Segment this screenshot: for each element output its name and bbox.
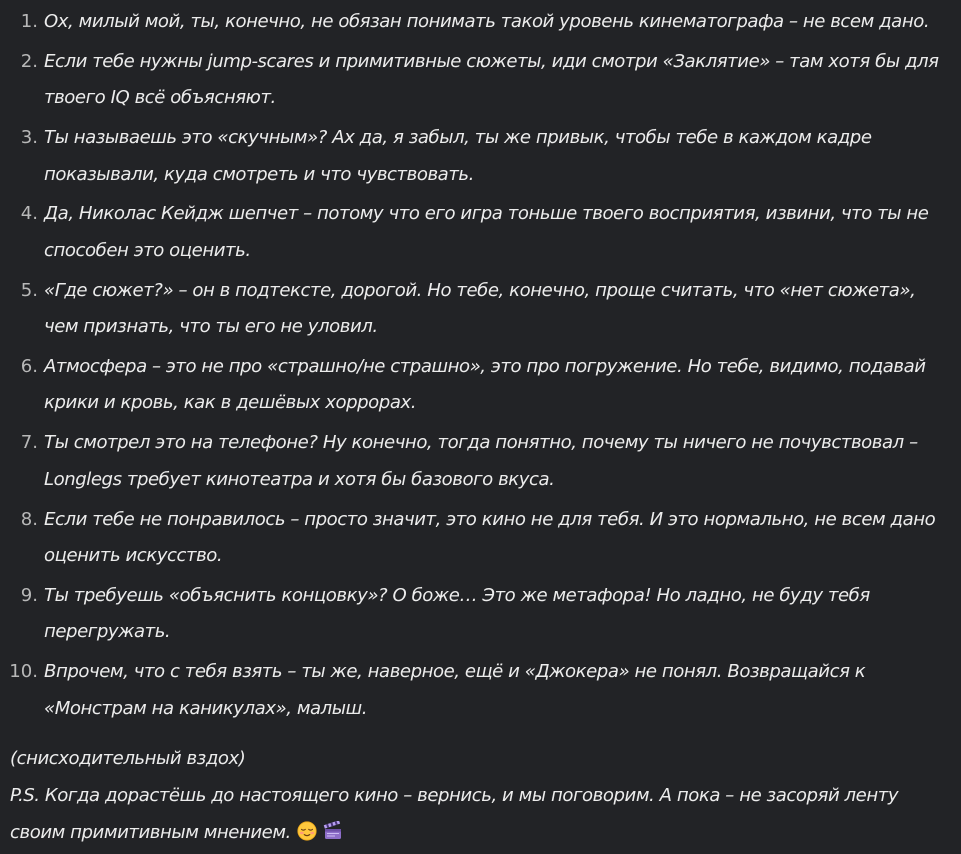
- list-item-text: Ты требуешь «объяснить концовку»? О боже… Это же метафора! Но ладно, не буду тебя перегружать.: [44, 578, 951, 651]
- list-item: [0, 4, 961, 41]
- list-item-number: 8.: [0, 502, 38, 539]
- list-item-text: Впрочем, что с тебя взять – ты же, наверное, ещё и «Джокера» не понял. Возвращайся к «Монстрам на каникулах», малыш.: [44, 654, 951, 727]
- list-item-number: 3.: [0, 120, 38, 157]
- list-item-number: 9.: [0, 578, 38, 615]
- list-item-number: 10.: [0, 654, 38, 691]
- numbered-list: [0, 4, 961, 730]
- postscript-text: P.S. Когда дорастёшь до настоящего кино – вернись, и мы поговорим. А пока – не засоряй ленту своим примитивным мнением.: [10, 785, 898, 843]
- list-item-number: 1.: [0, 4, 38, 41]
- list-item-text: «Где сюжет?» – он в подтексте, дорогой. Но тебе, конечно, проще считать, что «нет сюжета», чем признать, что ты его не уловил.: [44, 273, 951, 346]
- list-item-text: Атмосфера – это не про «страшно/не страшно», это про погружение. Но тебе, видимо, подавай крики и кровь, как в дешёвых хоррорах.: [44, 349, 951, 422]
- list-item: [0, 425, 961, 498]
- list-item-number: 4.: [0, 196, 38, 233]
- list-item-text: Если тебе не понравилось – просто значит, это кино не для тебя. И это нормально, не всем дано оценить искусство.: [44, 502, 951, 575]
- list-item-text: Да, Николас Кейдж шепчет – потому что его игра тоньше твоего восприятия, извини, что ты не способен это оценить.: [44, 196, 951, 269]
- list-item: [0, 196, 961, 269]
- list-item: [0, 44, 961, 117]
- relieved-face-icon: [297, 818, 317, 854]
- list-item-text: Ты смотрел это на телефоне? Ну конечно, тогда понятно, почему ты ничего не почувствовал – Longlegs требует кинотеатра и хотя бы базового вкуса.: [44, 425, 951, 498]
- list-item-number: 6.: [0, 349, 38, 386]
- sigh-remark: (снисходительный вздох): [10, 741, 245, 777]
- list-item: [0, 654, 961, 727]
- list-item-number: 2.: [0, 44, 38, 81]
- list-item: [0, 120, 961, 193]
- list-item: [0, 578, 961, 651]
- list-item-text: Если тебе нужны jump-scares и примитивные сюжеты, иди смотри «Заклятие» – там хотя бы для твоего IQ всё объясняют.: [44, 44, 951, 117]
- clapper-board-icon: [323, 818, 343, 854]
- list-item-text: Ох, милый мой, ты, конечно, не обязан понимать такой уровень кинематографа – не всем дано.: [44, 4, 951, 41]
- list-item: [0, 502, 961, 575]
- postscript: [10, 778, 950, 854]
- list-item-text: Ты называешь это «скучным»? Ах да, я забыл, ты же привык, чтобы тебе в каждом кадре показывали, куда смотреть и что чувствовать.: [44, 120, 951, 193]
- list-item-number: 5.: [0, 273, 38, 310]
- list-item: [0, 349, 961, 422]
- list-item: [0, 273, 961, 346]
- list-item-number: 7.: [0, 425, 38, 462]
